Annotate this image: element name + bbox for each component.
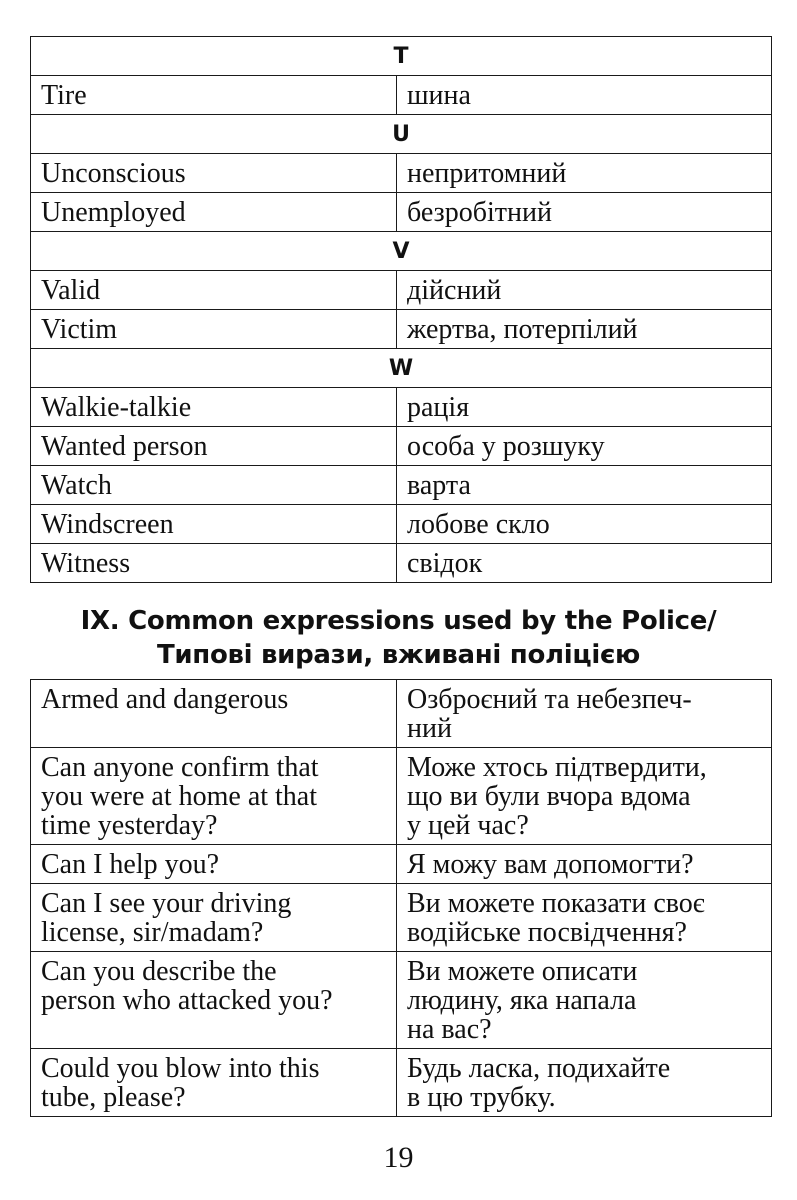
term-en: Tire [31, 76, 397, 115]
expression-en: Can anyone confirm that you were at home at that time yesterday? [31, 748, 397, 845]
expression-uk: Озброєний та небезпеч- ний [397, 680, 772, 748]
table-row [31, 1049, 772, 1117]
term-uk: безробітний [397, 193, 772, 232]
table-row [31, 952, 772, 1049]
section-heading-english: IX. Common expressions used by the Police/ [80, 606, 717, 636]
page-number: 19 [383, 1141, 414, 1174]
expression-en: Can I help you? [31, 845, 397, 884]
term-uk: лобове скло [397, 505, 772, 544]
table-row [31, 845, 772, 884]
table-row [31, 154, 772, 193]
table-row [31, 748, 772, 845]
term-en: Wanted person [31, 427, 397, 466]
section-letter: T [31, 37, 772, 76]
term-en: Witness [31, 544, 397, 583]
term-en: Windscreen [31, 505, 397, 544]
table-row [31, 680, 772, 748]
table-row [31, 271, 772, 310]
term-uk: особа у розшуку [397, 427, 772, 466]
section-heading [0, 604, 797, 672]
term-en: Watch [31, 466, 397, 505]
letter-row [31, 349, 772, 388]
expression-uk: Я можу вам допомогти? [397, 845, 772, 884]
term-uk: шина [397, 76, 772, 115]
table-row [31, 76, 772, 115]
term-uk: непритомний [397, 154, 772, 193]
term-uk: рація [397, 388, 772, 427]
term-uk: жертва, потерпілий [397, 310, 772, 349]
table-row [31, 544, 772, 583]
letter-row [31, 115, 772, 154]
table-row [31, 388, 772, 427]
term-en: Unemployed [31, 193, 397, 232]
term-uk: дійсний [397, 271, 772, 310]
term-en: Walkie-talkie [31, 388, 397, 427]
expression-en: Can I see your driving license, sir/madam? [31, 884, 397, 952]
table-row [31, 427, 772, 466]
section-letter: V [31, 232, 772, 271]
term-en: Valid [31, 271, 397, 310]
section-heading-ukrainian: Типові вирази, вживані поліцією [156, 640, 641, 670]
expression-uk: Може хтось підтвердити, що ви були вчора вдома у цей час? [397, 748, 772, 845]
table-row [31, 310, 772, 349]
term-uk: свідок [397, 544, 772, 583]
letter-row [31, 37, 772, 76]
expression-en: Could you blow into this tube, please? [31, 1049, 397, 1117]
table-row [31, 884, 772, 952]
section-letter: W [31, 349, 772, 388]
term-uk: варта [397, 466, 772, 505]
table-row [31, 193, 772, 232]
table-row [31, 505, 772, 544]
expression-uk: Ви можете показати своє водійське посвідчення? [397, 884, 772, 952]
expression-en: Armed and dangerous [31, 680, 397, 748]
expression-en: Can you describe the person who attacked you? [31, 952, 397, 1049]
section-letter: U [31, 115, 772, 154]
expression-uk: Будь ласка, подихайте в цю трубку. [397, 1049, 772, 1117]
glossary-table [30, 36, 772, 583]
term-en: Unconscious [31, 154, 397, 193]
expressions-table [30, 679, 772, 1117]
expression-uk: Ви можете описати людину, яка напала на вас? [397, 952, 772, 1049]
table-row [31, 466, 772, 505]
letter-row [31, 232, 772, 271]
term-en: Victim [31, 310, 397, 349]
